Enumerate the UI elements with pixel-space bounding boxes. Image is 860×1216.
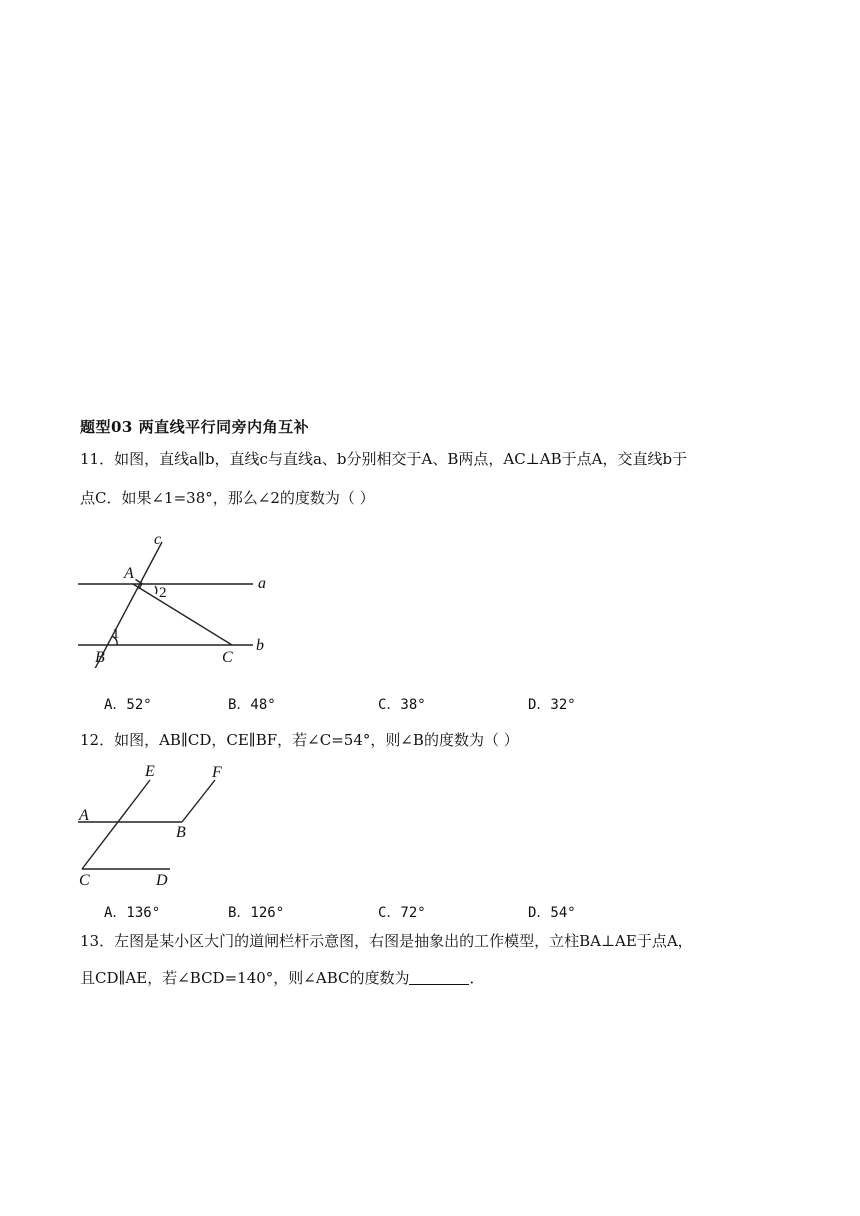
q12-figure (70, 760, 250, 890)
segment-ac (133, 584, 232, 645)
q12-option-a[interactable]: A．136° (104, 905, 161, 921)
q11-option-c[interactable]: C．38° (378, 697, 426, 713)
label-A: A (79, 807, 89, 824)
label-D: D (156, 872, 168, 889)
q13-text-line1: 13．左图是某小区大门的道闸栏杆示意图，右图是抽象出的工作模型，立柱BA⊥AE于点A， (80, 932, 693, 950)
q11-figure (70, 528, 280, 668)
label-b: b (256, 637, 264, 654)
label-a: a (258, 575, 266, 592)
q11-text-line1: 11．如图，直线a∥b，直线c与直线a、b分别相交于A、B两点，AC⊥AB于点A，交直线b于 (80, 450, 688, 468)
q11-option-b[interactable]: B．48° (228, 697, 276, 713)
label-E: E (145, 763, 155, 780)
section-title: 题型03 两直线平行同旁内角互补 (80, 418, 310, 436)
line-bf (182, 780, 215, 822)
q12-text-line1: 12．如图，AB∥CD，CE∥BF，若∠C=54°，则∠B的度数为（ ） (80, 731, 519, 749)
angle-2-arc (155, 586, 157, 594)
label-A: A (124, 565, 134, 582)
q11-option-a[interactable]: A．52° (104, 697, 152, 713)
label-C: C (222, 649, 233, 666)
label-c: c (154, 531, 162, 548)
q13-text-line2-start: 且CD∥AE，若∠BCD=140°，则∠ABC的度数为 (80, 969, 410, 987)
q11-option-d[interactable]: D．32° (528, 697, 576, 713)
q12-option-c[interactable]: C．72° (378, 905, 426, 921)
q13-answer-blank[interactable] (409, 970, 469, 985)
label-angle-1: 1 (112, 626, 120, 642)
q12-option-b[interactable]: B．126° (228, 905, 285, 921)
label-B: B (176, 824, 186, 841)
label-angle-2: 2 (159, 585, 167, 601)
q11-text-line2: 点C．如果∠1=38°，那么∠2的度数为（ ） (80, 489, 375, 507)
q13-text-line2-end: ． (469, 969, 485, 987)
q12-option-d[interactable]: D．54° (528, 905, 576, 921)
label-C: C (79, 872, 90, 889)
label-B: B (95, 649, 105, 666)
label-F: F (212, 764, 222, 781)
q13-text-line2 (80, 970, 484, 986)
line-ce (82, 780, 150, 869)
